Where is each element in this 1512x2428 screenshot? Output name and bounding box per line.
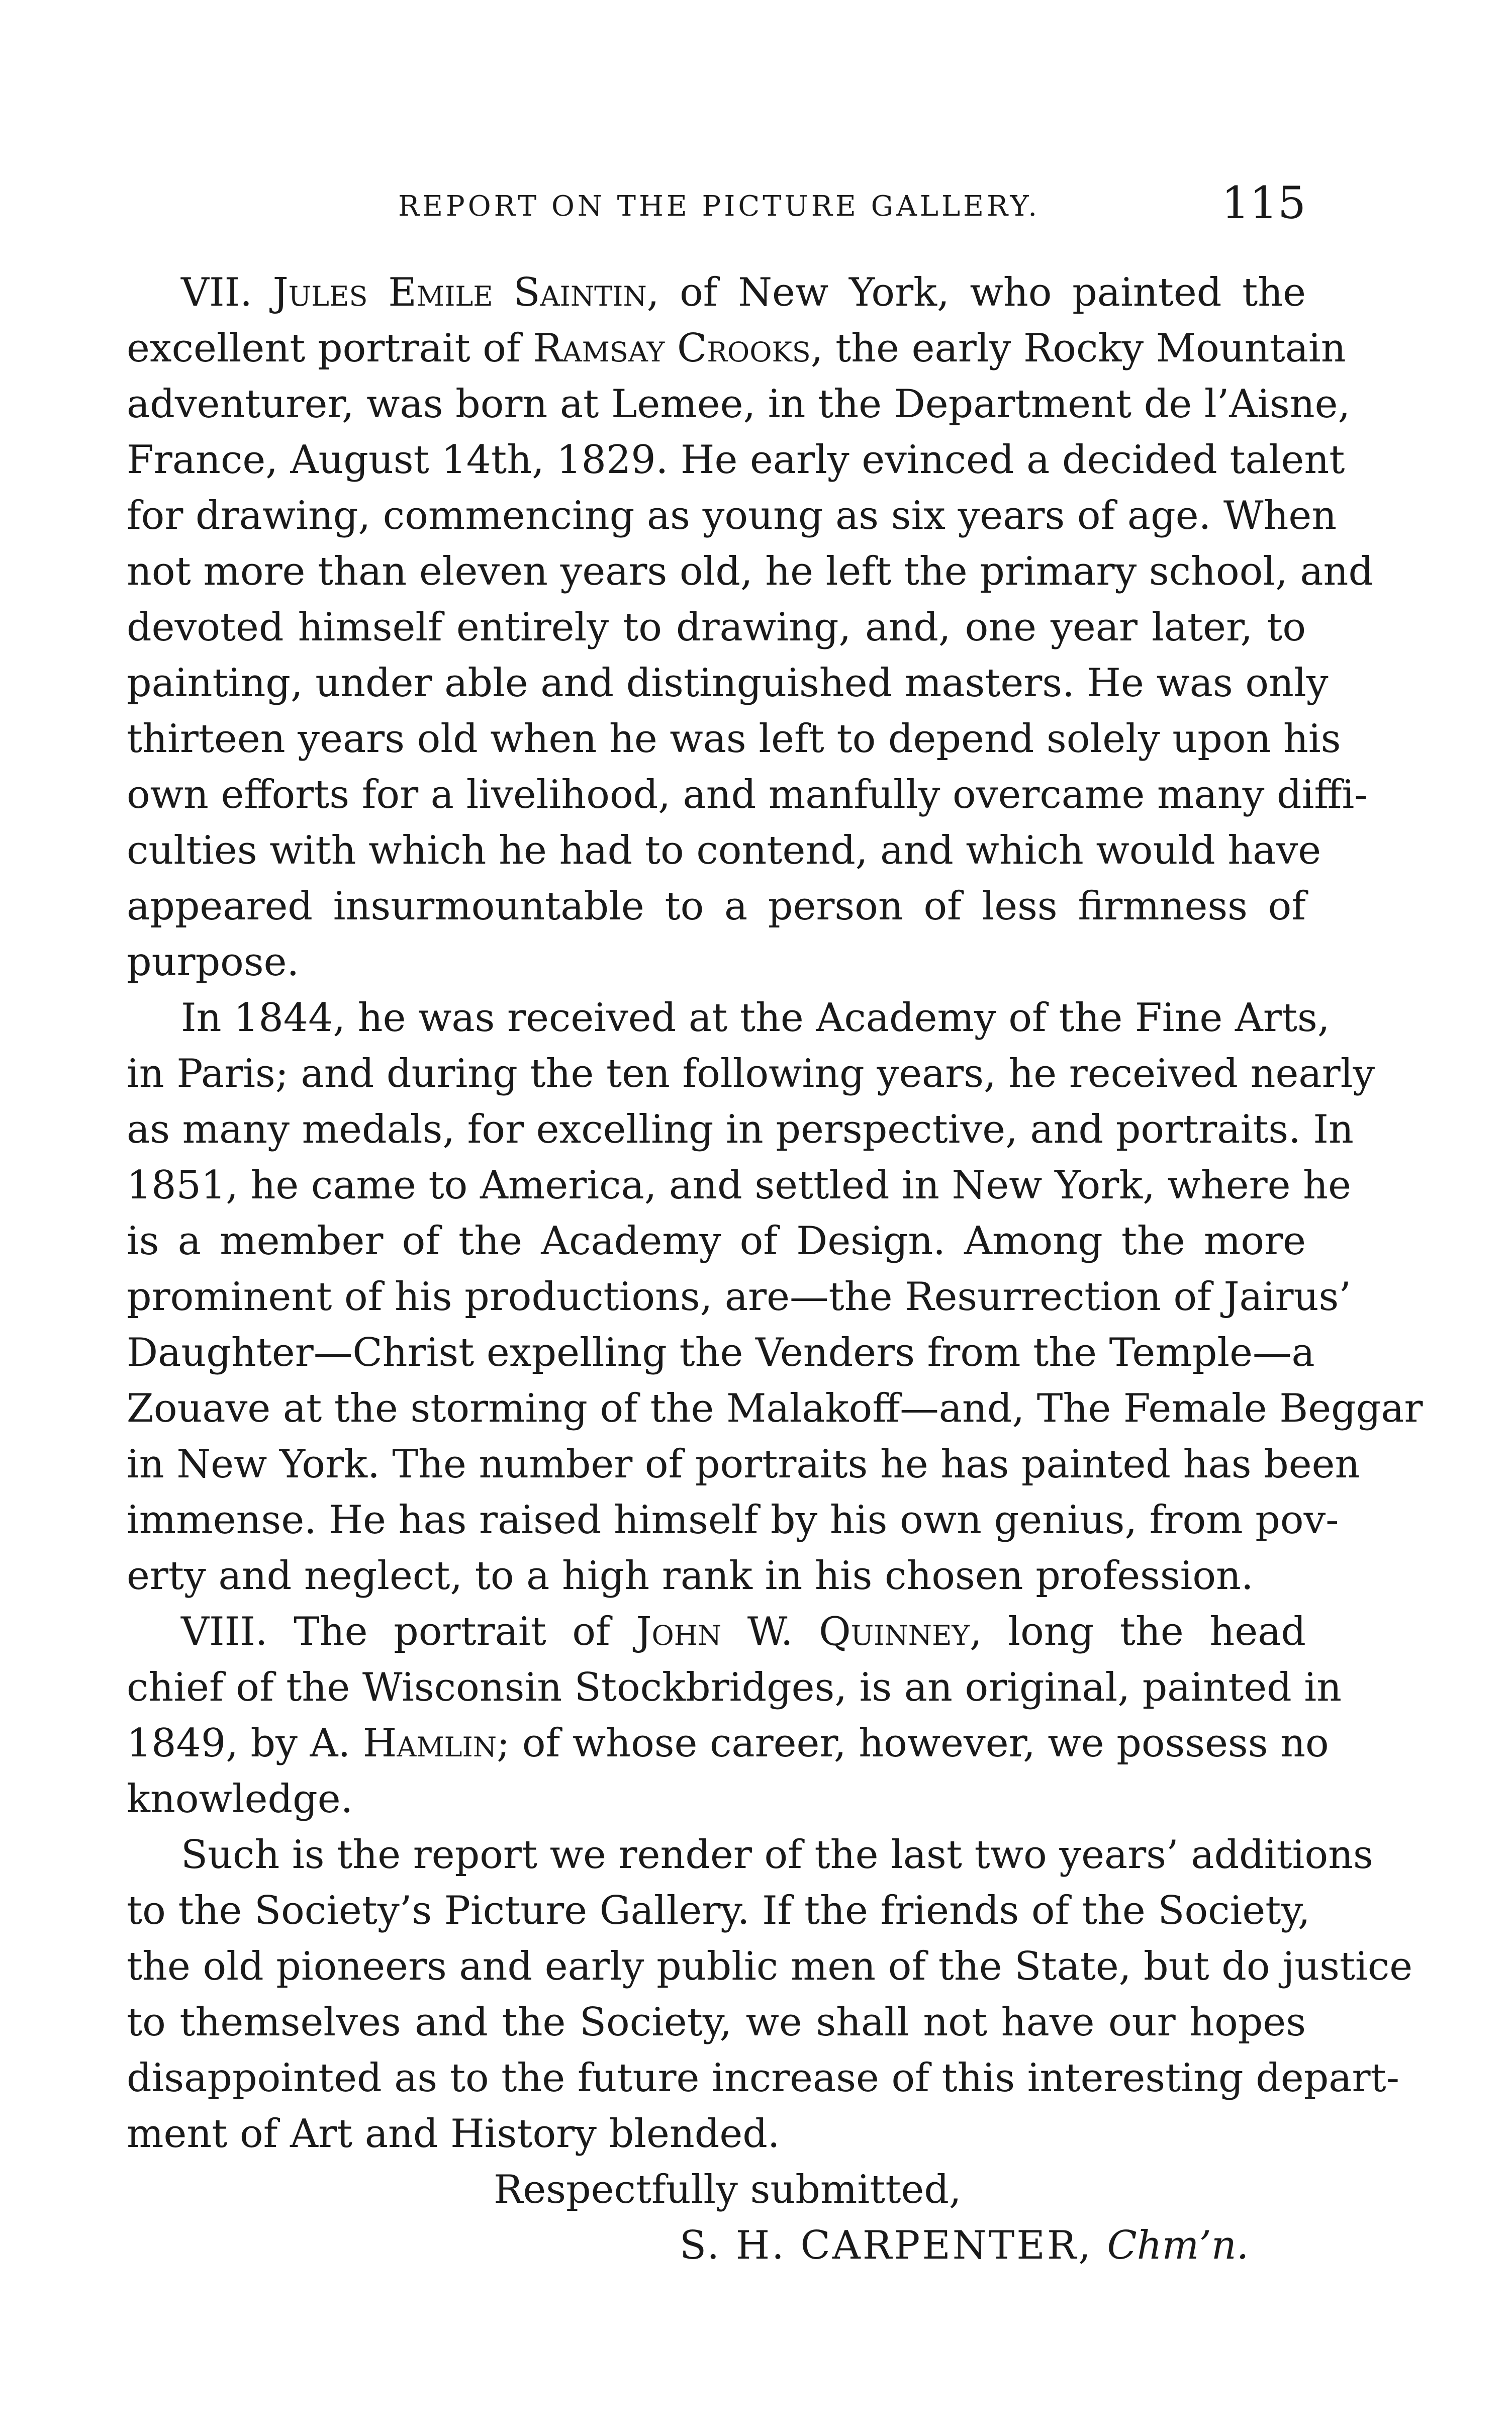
text-line: 1851, he came to America, and settled in New York, where he: [127, 1163, 1351, 1208]
text-line: purpose.: [127, 940, 300, 985]
text-line: thirteen years old when he was left to depend solely upon his: [127, 716, 1341, 762]
text-line: in Paris; and during the ten following years, he received nearly: [127, 1051, 1375, 1096]
paragraph-vii-continued: [127, 990, 1423, 1604]
text-line: prominent of his productions, are—the Resurrection of Jairus’: [127, 1274, 1351, 1320]
text-line: ment of Art and History blended.: [127, 2111, 780, 2157]
signature: [127, 2218, 1306, 2274]
text-line: as many medals, for excelling in perspective, and portraits. In: [127, 1107, 1354, 1152]
text-line: for drawing, commencing as young as six years of age. When: [127, 493, 1337, 538]
paragraph-closing: [127, 1827, 1413, 2162]
text-line: disappointed as to the future increase of this interesting depart-: [127, 2056, 1399, 2101]
text-line: devoted himself entirely to drawing, and, one year later, to: [127, 605, 1306, 650]
text-line: VII. Jules Emile Saintin, of New York, who painted the: [181, 270, 1306, 315]
text-line: painting, under able and distinguished masters. He was only: [127, 661, 1329, 706]
text-line: culties with which he had to contend, and which would have: [127, 828, 1321, 873]
paragraph-viii: [127, 1604, 1342, 1827]
signer-role: Chm’n.: [1107, 2223, 1249, 2268]
text-line: the old pioneers and early public men of the State, but do justice: [127, 1944, 1413, 1989]
text-line: immense. He has raised himself by his own genius, from pov-: [127, 1498, 1339, 1543]
text-line: to themselves and the Society, we shall not have our hopes: [127, 2000, 1306, 2045]
text-line: 1849, by A. Hamlin; of whose career, however, we possess no: [127, 1721, 1329, 1766]
text-line: chief of the Wisconsin Stockbridges, is an original, painted in: [127, 1665, 1342, 1710]
running-head: REPORT ON THE PICTURE GALLERY.: [398, 190, 1041, 223]
text-line: in New York. The number of portraits he has painted has been: [127, 1442, 1360, 1487]
text-line: appeared insurmountable to a person of less firmness of: [127, 884, 1306, 929]
paragraph-vii: [127, 265, 1374, 990]
text-line: excellent portrait of Ramsay Crooks, the early Rocky Mountain: [127, 326, 1346, 371]
signoff: Respectfully submitted,: [494, 2167, 962, 2212]
signer-name: S. H. CARPENTER,: [680, 2223, 1093, 2268]
text-line: adventurer, was born at Lemee, in the Department de l’Aisne,: [127, 382, 1351, 427]
page-number: 115: [1221, 177, 1306, 229]
text-line: France, August 14th, 1829. He early evinced a decided talent: [127, 437, 1345, 483]
body-text: [127, 265, 1423, 2274]
text-line: VIII. The portrait of John W. Quinney, long the head: [181, 1609, 1306, 1654]
sitter-name: John W. Quinney: [636, 1609, 970, 1654]
text-line: Zouave at the storming of the Malakoff—and, The Female Beggar: [127, 1386, 1423, 1431]
text-line: not more than eleven years old, he left the primary school, and: [127, 549, 1374, 594]
text-line: In 1844, he was received at the Academy of the Fine Arts,: [181, 995, 1330, 1041]
text-line: knowledge.: [127, 1777, 353, 1822]
artist-name: Hamlin: [362, 1721, 497, 1766]
sitter-name: Ramsay Crooks: [533, 326, 811, 371]
artist-name: Jules Emile Saintin: [272, 270, 647, 315]
text-line: Daughter—Christ expelling the Venders from the Temple—a: [127, 1330, 1315, 1375]
page-header: [127, 177, 1306, 232]
text-line: is a member of the Academy of Design. Among the more: [127, 1219, 1306, 1264]
text-line: own efforts for a livelihood, and manfully overcame many diffi-: [127, 772, 1368, 817]
text-line: to the Society’s Picture Gallery. If the friends of the Society,: [127, 1888, 1310, 1933]
text-line: erty and neglect, to a high rank in his chosen profession.: [127, 1553, 1254, 1599]
text-line: Such is the report we render of the last two years’ additions: [181, 1832, 1373, 1878]
